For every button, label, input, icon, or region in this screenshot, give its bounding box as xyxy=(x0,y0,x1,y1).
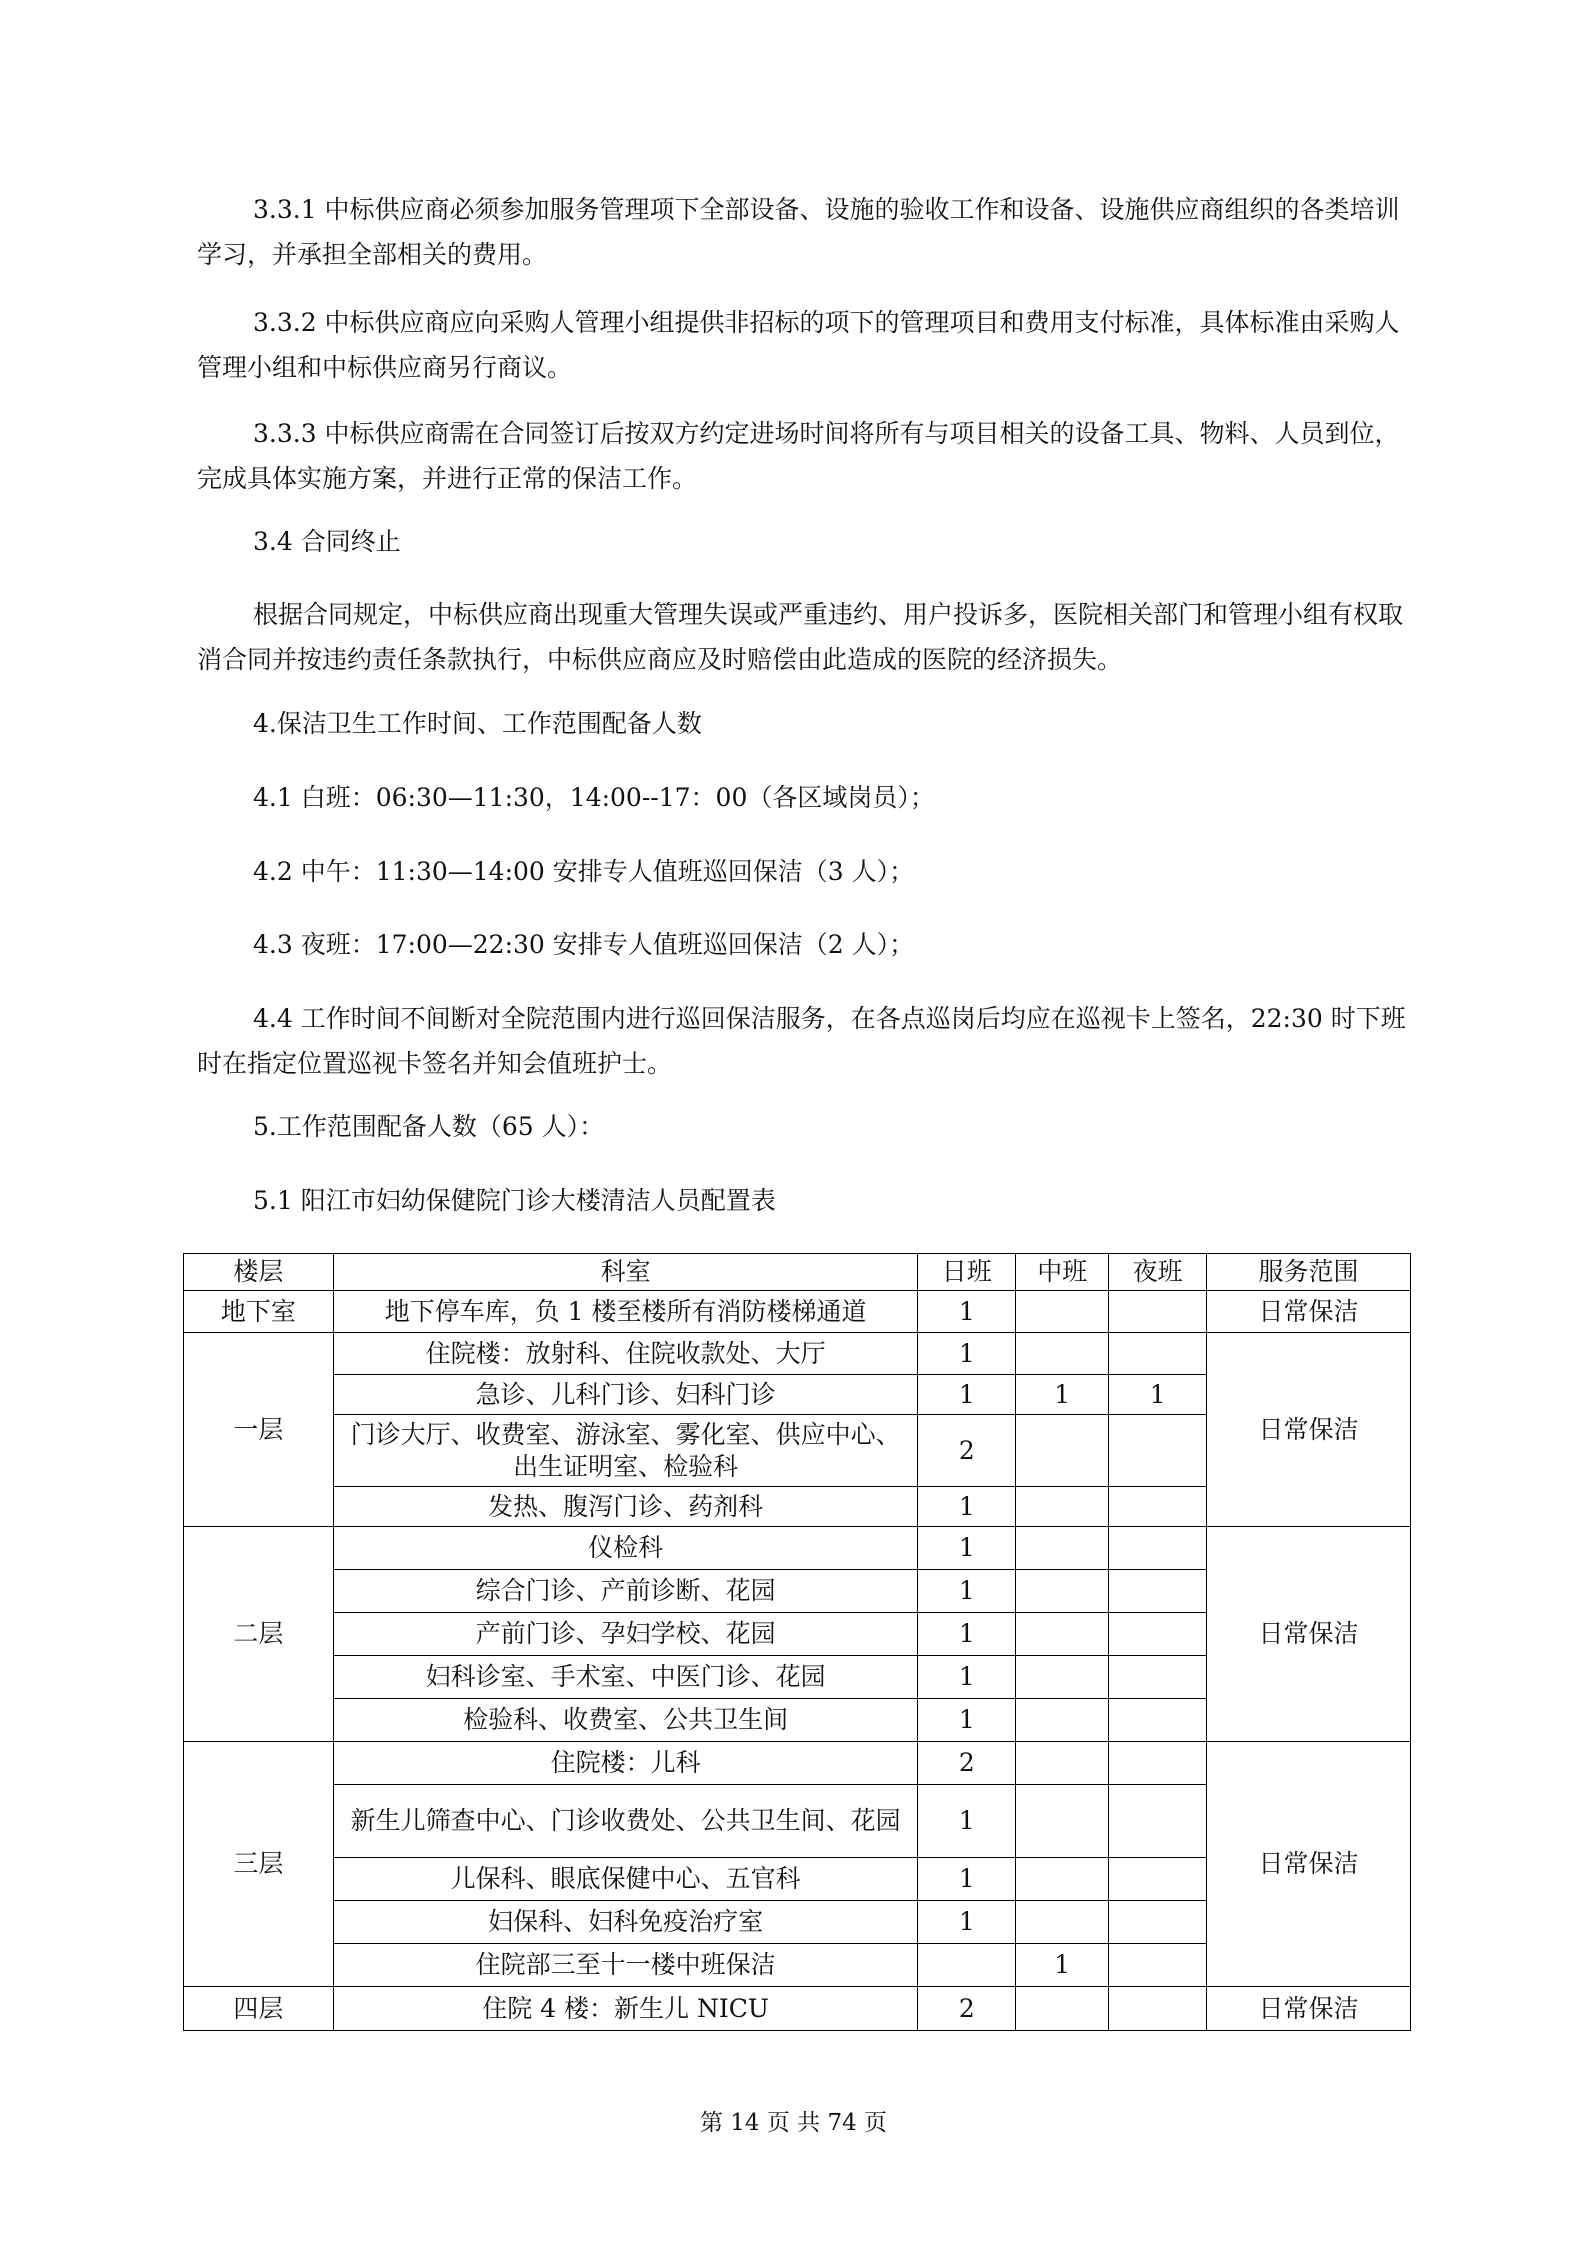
header-service-scope: 服务范围 xyxy=(1207,1254,1411,1291)
department-cell: 地下停车库，负 1 楼至楼所有消防楼梯通道 xyxy=(333,1291,917,1333)
mid-shift-cell xyxy=(1016,1858,1109,1901)
mid-shift-cell xyxy=(1016,1291,1109,1333)
department-cell: 妇保科、妇科免疫治疗室 xyxy=(333,1901,917,1944)
day-shift-cell xyxy=(918,1944,1016,1987)
day-shift-cell: 1 xyxy=(918,1785,1016,1858)
night-shift-cell xyxy=(1109,1570,1207,1613)
night-shift-cell xyxy=(1109,1944,1207,1987)
day-shift-cell: 2 xyxy=(918,1742,1016,1785)
heading-4: 4.保洁卫生工作时间、工作范围配备人数 xyxy=(253,709,702,738)
night-shift-cell: 1 xyxy=(1109,1375,1207,1415)
table-row xyxy=(184,1742,1411,1785)
night-shift-cell xyxy=(1109,1487,1207,1527)
header-floor: 楼层 xyxy=(184,1254,334,1291)
department-cell: 住院楼：儿科 xyxy=(333,1742,917,1785)
department-cell: 发热、腹泻门诊、药剂科 xyxy=(333,1487,917,1527)
night-shift-cell xyxy=(1109,1987,1207,2031)
department-cell: 新生儿筛查中心、门诊收费处、公共卫生间、花园 xyxy=(333,1785,917,1858)
table-row xyxy=(184,1527,1411,1570)
table-row xyxy=(184,1987,1411,2031)
day-shift-cell: 1 xyxy=(918,1858,1016,1901)
service-scope-cell: 日常保洁 xyxy=(1207,1987,1411,2031)
night-shift-cell xyxy=(1109,1699,1207,1742)
day-shift-cell: 1 xyxy=(918,1901,1016,1944)
paragraph-3-3-3: 3.3.3 中标供应商需在合同签订后按双方约定进场时间将所有与项目相关的设备工具、物料、人员到位，完成具体实施方案，并进行正常的保洁工作。 xyxy=(197,419,1400,493)
table-row xyxy=(184,1333,1411,1375)
department-cell: 综合门诊、产前诊断、花园 xyxy=(333,1570,917,1613)
night-shift-cell xyxy=(1109,1415,1207,1487)
floor-cell: 一层 xyxy=(184,1333,334,1527)
mid-shift-cell xyxy=(1016,1487,1109,1527)
paragraph-4-1: 4.1 白班：06:30—11:30，14:00--17：00（各区域岗员）； xyxy=(253,783,935,812)
mid-shift-cell xyxy=(1016,1699,1109,1742)
service-scope-cell: 日常保洁 xyxy=(1207,1291,1411,1333)
paragraph-3-3-2: 3.3.2 中标供应商应向采购人管理小组提供非招标的项下的管理项目和费用支付标准，具体标准由采购人管理小组和中标供应商另行商议。 xyxy=(197,308,1400,382)
night-shift-cell xyxy=(1109,1901,1207,1944)
mid-shift-cell xyxy=(1016,1656,1109,1699)
night-shift-cell xyxy=(1109,1656,1207,1699)
floor-cell: 三层 xyxy=(184,1742,334,1987)
paragraph-4-3: 4.3 夜班：17:00—22:30 安排专人值班巡回保洁（2 人）； xyxy=(253,930,915,959)
day-shift-cell: 1 xyxy=(918,1656,1016,1699)
service-scope-cell: 日常保洁 xyxy=(1207,1527,1411,1742)
day-shift-cell: 1 xyxy=(918,1291,1016,1333)
mid-shift-cell xyxy=(1016,1742,1109,1785)
mid-shift-cell xyxy=(1016,1901,1109,1944)
mid-shift-cell: 1 xyxy=(1016,1375,1109,1415)
day-shift-cell: 1 xyxy=(918,1527,1016,1570)
mid-shift-cell xyxy=(1016,1987,1109,2031)
day-shift-cell: 2 xyxy=(918,1415,1016,1487)
department-cell: 仪检科 xyxy=(333,1527,917,1570)
page-footer: 第 14 页 共 74 页 xyxy=(699,2110,888,2136)
night-shift-cell xyxy=(1109,1742,1207,1785)
department-cell: 检验科、收费室、公共卫生间 xyxy=(333,1699,917,1742)
header-day-shift: 日班 xyxy=(918,1254,1016,1291)
paragraph-4-4: 4.4 工作时间不间断对全院范围内进行巡回保洁服务，在各点巡岗后均应在巡视卡上签名，22:30 时下班时在指定位置巡视卡签名并知会值班护士。 xyxy=(197,1004,1406,1078)
department-cell: 住院楼：放射科、住院收款处、大厅 xyxy=(333,1333,917,1375)
service-scope-cell: 日常保洁 xyxy=(1207,1333,1411,1527)
department-cell: 妇科诊室、手术室、中医门诊、花园 xyxy=(333,1656,917,1699)
mid-shift-cell xyxy=(1016,1415,1109,1487)
day-shift-cell: 1 xyxy=(918,1375,1016,1415)
night-shift-cell xyxy=(1109,1613,1207,1656)
table-row xyxy=(184,1291,1411,1333)
department-cell: 急诊、儿科门诊、妇科门诊 xyxy=(333,1375,917,1415)
floor-cell: 二层 xyxy=(184,1527,334,1742)
paragraph-3-4-body: 根据合同规定，中标供应商出现重大管理失误或严重违约、用户投诉多，医院相关部门和管理小组有权取消合同并按违约责任条款执行，中标供应商应及时赔偿由此造成的医院的经济损失。 xyxy=(197,600,1404,674)
day-shift-cell: 1 xyxy=(918,1570,1016,1613)
paragraph-4-2: 4.2 中午：11:30—14:00 安排专人值班巡回保洁（3 人）； xyxy=(253,857,915,886)
night-shift-cell xyxy=(1109,1527,1207,1570)
night-shift-cell xyxy=(1109,1291,1207,1333)
night-shift-cell xyxy=(1109,1858,1207,1901)
department-cell: 儿保科、眼底保健中心、五官科 xyxy=(333,1858,917,1901)
department-cell: 产前门诊、孕妇学校、花园 xyxy=(333,1613,917,1656)
mid-shift-cell xyxy=(1016,1785,1109,1858)
department-cell: 住院部三至十一楼中班保洁 xyxy=(333,1944,917,1987)
table-header xyxy=(184,1254,1411,1291)
night-shift-cell xyxy=(1109,1333,1207,1375)
mid-shift-cell xyxy=(1016,1333,1109,1375)
header-mid-shift: 中班 xyxy=(1016,1254,1109,1291)
table-body xyxy=(184,1291,1411,2031)
header-department: 科室 xyxy=(333,1254,917,1291)
day-shift-cell: 1 xyxy=(918,1487,1016,1527)
day-shift-cell: 1 xyxy=(918,1699,1016,1742)
heading-5-1: 5.1 阳江市妇幼保健院门诊大楼清洁人员配置表 xyxy=(253,1186,776,1215)
paragraph-3-3-1: 3.3.1 中标供应商必须参加服务管理项下全部设备、设施的验收工作和设备、设施供应商组织的各类培训学习，并承担全部相关的费用。 xyxy=(197,195,1400,269)
mid-shift-cell xyxy=(1016,1527,1109,1570)
staffing-table xyxy=(183,1253,1411,2031)
header-night-shift: 夜班 xyxy=(1109,1254,1207,1291)
mid-shift-cell: 1 xyxy=(1016,1944,1109,1987)
service-scope-cell: 日常保洁 xyxy=(1207,1742,1411,1987)
heading-3-4: 3.4 合同终止 xyxy=(253,527,401,556)
mid-shift-cell xyxy=(1016,1613,1109,1656)
night-shift-cell xyxy=(1109,1785,1207,1858)
day-shift-cell: 2 xyxy=(918,1987,1016,2031)
department-cell: 住院 4 楼：新生儿 NICU xyxy=(333,1987,917,2031)
mid-shift-cell xyxy=(1016,1570,1109,1613)
department-cell: 门诊大厅、收费室、游泳室、雾化室、供应中心、出生证明室、检验科 xyxy=(333,1415,917,1487)
day-shift-cell: 1 xyxy=(918,1613,1016,1656)
floor-cell: 地下室 xyxy=(184,1291,334,1333)
day-shift-cell: 1 xyxy=(918,1333,1016,1375)
floor-cell: 四层 xyxy=(184,1987,334,2031)
heading-5: 5.工作范围配备人数（65 人）： xyxy=(253,1112,605,1141)
